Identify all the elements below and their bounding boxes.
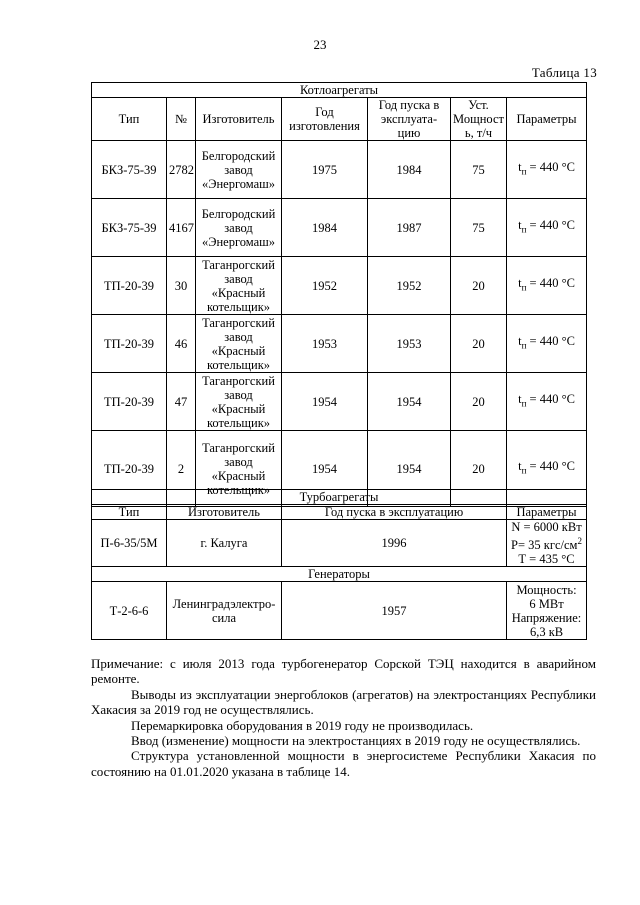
table-row (92, 199, 587, 257)
type-cell: П-6-35/5М (92, 520, 167, 567)
number-cell: 47 (167, 373, 196, 431)
param-power-label: Мощность: (516, 582, 577, 597)
turbines-section-title: Турбоагрегаты (92, 490, 587, 505)
header-cell: № (167, 98, 196, 141)
year-start-cell: 1987 (368, 199, 451, 257)
maker-cell: Таганрогский завод «Красный котельщик» (196, 315, 282, 373)
param-power: N = 6000 кВт (511, 520, 582, 534)
header-cell: Уст. Мощност ь, т/ч (451, 98, 507, 141)
table-caption: Таблица 13 (531, 65, 597, 80)
type-cell: Т-2-6-6 (92, 582, 167, 640)
params-cell (507, 315, 587, 373)
param-value: = 440 °С (526, 392, 575, 407)
header-cell: Изготовитель (196, 98, 282, 141)
year-start-cell: 1954 (368, 373, 451, 431)
params-cell (507, 141, 587, 199)
header-cell: Изготовитель (167, 505, 282, 520)
param-voltage-label: Напряжение: (511, 610, 582, 625)
param-value: = 440 °С (526, 160, 575, 175)
year-made-cell: 1984 (282, 199, 368, 257)
params-cell (507, 582, 587, 640)
table-row (92, 141, 587, 199)
maker-cell: Белгородский завод «Энергомаш» (196, 141, 282, 199)
number-cell: 2 (167, 431, 196, 507)
params-cell (507, 199, 587, 257)
year-start-cell: 1957 (282, 582, 507, 640)
table-row (92, 520, 587, 567)
number-cell: 4167 (167, 199, 196, 257)
capacity-cell: 75 (451, 141, 507, 199)
maker-cell: Ленинградэлектро-сила (167, 582, 282, 640)
param-value: = 440 °С (526, 276, 575, 291)
number-cell: 2782 (167, 141, 196, 199)
param-subscript: п (521, 282, 527, 293)
generators-section-title: Генераторы (92, 567, 587, 582)
param-symbol: t (518, 392, 522, 407)
header-cell: Параметры (507, 98, 587, 141)
param-value: = 440 °С (526, 218, 575, 233)
type-cell: ТП-20-39 (92, 315, 167, 373)
header-cell: Параметры (507, 505, 587, 520)
number-cell: 30 (167, 257, 196, 315)
header-cell: Тип (92, 98, 167, 141)
param-voltage-value: 6,3 кВ (529, 624, 564, 639)
table-row (92, 257, 587, 315)
param-subscript: п (521, 398, 527, 409)
capacity-cell: 20 (451, 257, 507, 315)
type-cell: ТП-20-39 (92, 257, 167, 315)
year-start-cell: 1953 (368, 315, 451, 373)
params-cell (507, 373, 587, 431)
param-subscript: п (521, 224, 527, 235)
params-cell (507, 520, 587, 567)
page-number: 23 (313, 37, 327, 52)
capacity-cell: 20 (451, 315, 507, 373)
note-paragraph: Структура установленной мощности в энергосистеме Республики Хакасия по состоянию на 01.01.2020 указана в таблице 14. (91, 748, 596, 779)
note-paragraph: Ввод (изменение) мощности на электростанциях в 2019 году не осуществлялись. (131, 733, 581, 749)
number-cell: 46 (167, 315, 196, 373)
year-start-cell: 1996 (282, 520, 507, 567)
param-symbol: t (518, 459, 522, 474)
year-made-cell: 1954 (282, 373, 368, 431)
notes-section (91, 656, 596, 779)
type-cell: ТП-20-39 (92, 373, 167, 431)
note-paragraph: Выводы из эксплуатации энергоблоков (агрегатов) на электростанциях Республики Хакасия за 2019 год не осуществлялись. (91, 686, 596, 718)
header-cell: Год пуска в эксплуатацию (282, 505, 507, 520)
capacity-cell: 20 (451, 431, 507, 507)
param-pressure-exp: 2 (577, 536, 582, 546)
generators-table (91, 566, 587, 640)
param-temperature: Т = 435 °С (518, 552, 575, 567)
header-cell: Год изготовления (282, 98, 368, 141)
maker-cell: Таганрогский завод «Красный котельщик» (196, 257, 282, 315)
table-row (92, 315, 587, 373)
maker-cell: Таганрогский завод «Красный котельщик» (196, 373, 282, 431)
header-cell: Тип (92, 505, 167, 520)
param-symbol: t (518, 334, 522, 349)
capacity-cell: 20 (451, 373, 507, 431)
param-subscript: п (521, 465, 527, 476)
year-start-cell: 1952 (368, 257, 451, 315)
param-symbol: t (518, 218, 522, 233)
type-cell: ТП-20-39 (92, 431, 167, 507)
param-symbol: t (518, 160, 522, 175)
turbines-header-row (92, 505, 587, 520)
param-symbol: t (518, 276, 522, 291)
param-pressure-value: Р= 35 кгс/см (511, 538, 578, 553)
param-value: = 440 °С (526, 459, 575, 474)
param-subscript: п (521, 340, 527, 351)
maker-cell: г. Калуга (167, 520, 282, 567)
year-made-cell: 1953 (282, 315, 368, 373)
year-made-cell: 1954 (282, 431, 368, 507)
year-made-cell: 1975 (282, 141, 368, 199)
year-start-cell: 1954 (368, 431, 451, 507)
capacity-cell: 75 (451, 199, 507, 257)
maker-cell: Белгородский завод «Энергомаш» (196, 199, 282, 257)
maker-cell: Таганрогский завод «Красный котельщик» (196, 431, 282, 507)
boilers-table (91, 82, 587, 507)
header-cell: Год пуска в эксплуата-цию (368, 98, 451, 141)
note-paragraph: Примечание: с июля 2013 года турбогенератор Сорской ТЭЦ находится в аварийном ремонте. (91, 656, 596, 687)
param-value: = 440 °С (526, 334, 575, 349)
boilers-section-title: Котлоагрегаты (92, 83, 587, 98)
param-power-value: 6 МВт (529, 596, 564, 611)
param-pressure (509, 534, 584, 552)
boilers-header-row (92, 98, 587, 141)
param-subscript: п (521, 166, 527, 177)
type-cell: БКЗ-75-39 (92, 199, 167, 257)
year-made-cell: 1952 (282, 257, 368, 315)
params-cell (507, 257, 587, 315)
year-start-cell: 1984 (368, 141, 451, 199)
table-row (92, 373, 587, 431)
table-row (92, 582, 587, 640)
type-cell: БКЗ-75-39 (92, 141, 167, 199)
turbines-table (91, 489, 587, 567)
note-paragraph: Перемаркировка оборудования в 2019 году не производилась. (131, 717, 474, 733)
